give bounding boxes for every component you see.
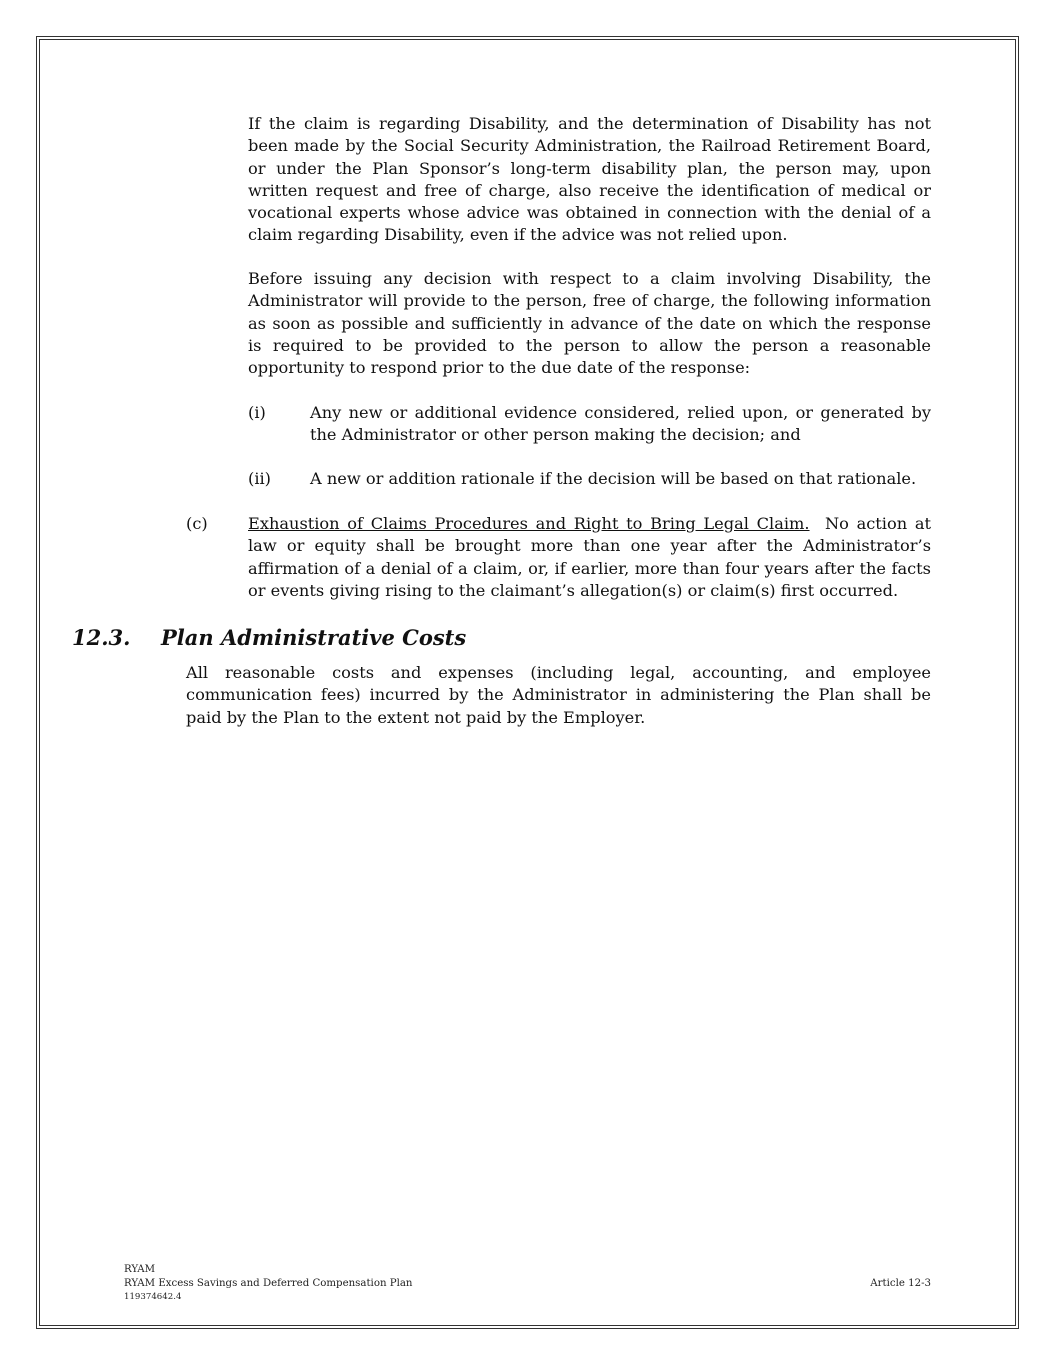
footer-plan-name: RYAM Excess Savings and Deferred Compensation Plan <box>124 1278 413 1289</box>
list-item-ii-label: (ii) <box>248 469 271 488</box>
paragraph-disability-experts: If the claim is regarding Disability, and the determination of Disability has not been made by the Social Security Administration, the Railroad Retirement Board, or under the Plan Sponsor’s long-term disability plan, the person may, upon written request and free of charge, also receive the identification of medical or vocational experts whose advice was obtained in connection with the denial of a claim regarding Disability, even if the advice was not relied upon. <box>248 114 931 245</box>
list-item-c-text: No action at law or equity shall be brought more than one year after the Administrator’s affirmation of a denial of a claim, or, if earlier, more than four years after the facts or events giving rising to the claimant’s allegation(s) or claim(s) first occurred. <box>248 514 931 600</box>
list-item-i-text: Any new or additional evidence considered, relied upon, or generated by the Administrator or other person making the decision; and <box>310 403 931 445</box>
section-number: 12.3. <box>72 625 131 650</box>
paragraph-before-issuing: Before issuing any decision with respect to a claim involving Disability, the Administrator will provide to the person, free of charge, the following information as soon as possible and sufficiently in advance of the date on which the response is required to be provided to the person to allow the person a reasonable opportunity to respond prior to the due date of the response: <box>248 269 931 378</box>
section-paragraph: All reasonable costs and expenses (including legal, accounting, and employee communication fees) incurred by the Administrator in administering the Plan shall be paid by the Plan to the extent not paid by the Employer. <box>186 663 931 727</box>
list-item-c-label: (c) <box>186 514 208 533</box>
footer-page-label: Article 12-3 <box>870 1278 931 1289</box>
list-item-i-label: (i) <box>248 403 266 422</box>
footer-doc-number: 119374642.4 <box>124 1292 182 1302</box>
list-item-c <box>248 513 931 602</box>
footer-company: RYAM <box>124 1264 156 1275</box>
section-title: Plan Administrative Costs <box>161 625 467 650</box>
list-item-ii-text: A new or addition rationale if the decision will be based on that rationale. <box>310 469 917 488</box>
list-item-c-title: Exhaustion of Claims Procedures and Right to Bring Legal Claim. <box>248 514 810 533</box>
